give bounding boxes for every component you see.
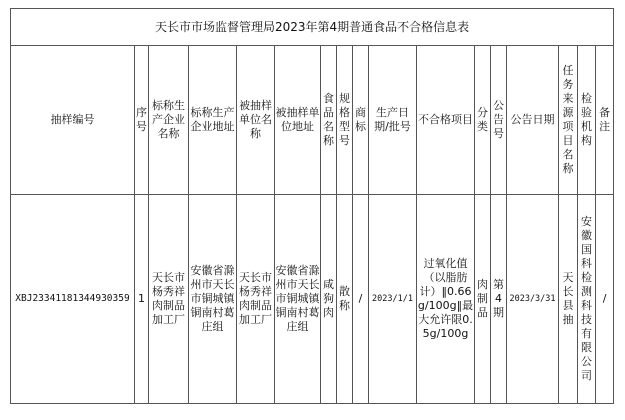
header-remark: 备注 <box>596 46 614 195</box>
cell-seq: 1 <box>135 195 149 404</box>
header-task-source: 任务来源项目名称 <box>559 46 578 195</box>
header-food-name: 食品名称 <box>321 46 337 195</box>
cell-mfr-name: 天长市杨秀祥肉制品加工厂 <box>149 195 189 404</box>
header-category: 分类 <box>475 46 491 195</box>
header-mfr-name: 标称生产企业名称 <box>149 46 189 195</box>
cell-notice-no: 第4期 <box>491 195 507 404</box>
cell-spec: 散称 <box>337 195 353 404</box>
table-title: 天长市市场监督管理局2023年第4期普通食品不合格信息表 <box>11 9 614 46</box>
cell-fail-item: 过氧化值（以脂肪计）‖0.66g/100g‖最大允许限0.5g/100g <box>417 195 475 404</box>
header-seq: 序号 <box>135 46 149 195</box>
header-fail-item: 不合格项目 <box>417 46 475 195</box>
header-prod-date: 生产日期/批号 <box>369 46 417 195</box>
cell-mfr-addr: 安徽省滁州市天长市铜城镇铜南村葛庄组 <box>189 195 237 404</box>
header-sampled-addr: 被抽样单位地址 <box>275 46 321 195</box>
header-notice-no: 公告号 <box>491 46 507 195</box>
header-lab: 检验机构 <box>578 46 596 195</box>
header-brand: 商标 <box>353 46 369 195</box>
table-row <box>11 195 614 404</box>
cell-sample-no: XBJ23341181344930359 <box>11 195 135 404</box>
header-mfr-addr: 标称生产企业地址 <box>189 46 237 195</box>
cell-sampled-name: 天长市杨秀祥肉制品加工厂 <box>237 195 275 404</box>
cell-lab: 安徽国科检测科技有限公司 <box>578 195 596 404</box>
cell-remark: / <box>596 195 614 404</box>
cell-food-name: 咸狗肉 <box>321 195 337 404</box>
cell-task-source: 天长县抽 <box>559 195 578 404</box>
cell-category: 肉制品 <box>475 195 491 404</box>
nonconforming-food-table <box>10 8 614 404</box>
cell-prod-date: 2023/1/1 <box>369 195 417 404</box>
header-sample-no: 抽样编号 <box>11 46 135 195</box>
cell-brand: / <box>353 195 369 404</box>
cell-sampled-addr: 安徽省滁州市天长市铜城镇铜南村葛庄组 <box>275 195 321 404</box>
header-notice-date: 公告日期 <box>507 46 559 195</box>
header-row <box>11 46 614 195</box>
header-sampled-name: 被抽样单位名称 <box>237 46 275 195</box>
cell-notice-date: 2023/3/31 <box>507 195 559 404</box>
header-spec: 规格型号 <box>337 46 353 195</box>
